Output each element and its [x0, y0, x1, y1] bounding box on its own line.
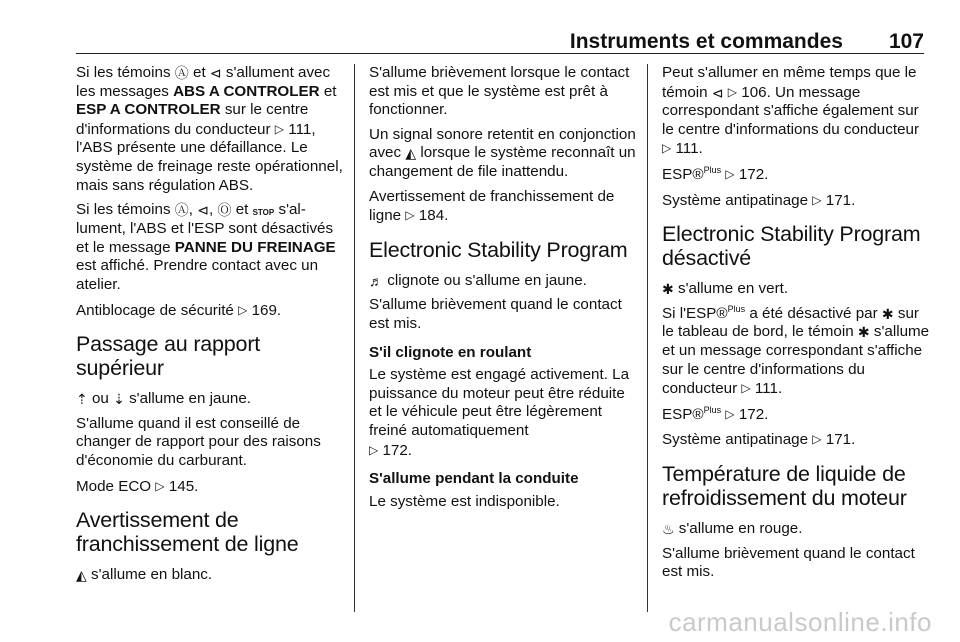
- text: Système antipatinage: [662, 191, 809, 209]
- paragraph: [369, 366, 637, 460]
- paragraph: [76, 566, 346, 585]
- paragraph: [369, 126, 637, 182]
- paragraph: Le système est indisponible.: [369, 492, 560, 510]
- paragraph: [662, 191, 930, 211]
- page-ref[interactable]: 106: [741, 83, 767, 101]
- section-heading: Température de liquide de refroidissement du moteur: [662, 461, 907, 510]
- paragraph: [76, 390, 346, 409]
- paragraph: [76, 64, 346, 195]
- superscript: Plus: [727, 303, 746, 314]
- esp-warning-icon: ⊲: [197, 202, 209, 219]
- text: , l'ABS présente une défaillance. Le système de freinage reste opérationnel, mais sans régulation ABS.: [76, 120, 343, 194]
- arrow-icon: ▷: [369, 442, 379, 457]
- subheading: S'allume pendant la conduite: [369, 470, 579, 488]
- page-title: Instruments et commandes: [569, 30, 843, 53]
- arrow-icon: ▷: [405, 208, 415, 223]
- page-header: [76, 26, 924, 54]
- text: Si les témoins: [76, 64, 171, 81]
- arrow-icon: ▷: [741, 381, 751, 396]
- lane-departure-icon: ◭: [405, 145, 417, 162]
- paragraph: [662, 280, 930, 299]
- page-ref[interactable]: 111.: [754, 380, 783, 398]
- page-ref[interactable]: 172.: [382, 441, 413, 459]
- section-heading: Electronic Stability Program désactivé: [662, 222, 921, 271]
- watermark: carmanualsonline.info: [668, 607, 932, 637]
- paragraph: S'allume quand il est conseillé de changer de rapport pour des raisons d'économie du carburant.: [76, 414, 321, 469]
- text: sur le centre d'informations du conducteur: [76, 101, 309, 138]
- paragraph: [369, 188, 637, 226]
- text: a été désactivé par: [749, 304, 878, 322]
- text: Le système est engagé activement. La puissance du moteur peut être réduite et le véhicule peut être légèrement freiné automatiquement: [369, 366, 630, 439]
- page-ref[interactable]: 145.: [168, 477, 199, 495]
- coolant-temperature-icon: ♨: [662, 520, 675, 537]
- page-ref[interactable]: 172.: [738, 405, 769, 423]
- text: ,: [188, 201, 194, 219]
- column-2: [369, 64, 637, 517]
- section-heading: Avertissement de franchissement de ligne: [76, 508, 299, 557]
- paragraph: [662, 430, 930, 450]
- text: Si l'ESP®: [662, 304, 728, 322]
- superscript: Plus: [703, 404, 722, 415]
- stop-icon: STOP: [252, 208, 275, 218]
- text: . Un message correspondant s'affiche également sur le centre d'informations du conducteur: [662, 83, 920, 138]
- esp-off-icon: ✱: [881, 305, 894, 322]
- page-ref[interactable]: 111: [288, 120, 312, 138]
- page-ref[interactable]: 111.: [675, 140, 703, 158]
- paragraph: S'allume brièvement quand le contact est mis.: [662, 544, 915, 581]
- subheading: S'il clignote en roulant: [369, 343, 532, 361]
- abs-icon: Ⓐ: [174, 202, 189, 219]
- text: s'allument avec les messages: [76, 64, 331, 100]
- paragraph: [662, 64, 930, 159]
- text: Peut s'allumer en même temps que le témoin: [662, 64, 917, 101]
- arrow-icon: ▷: [155, 478, 165, 493]
- text: sur le tableau de bord, le témoin: [662, 304, 919, 341]
- abs-icon: Ⓐ: [174, 65, 189, 81]
- arrow-icon: ▷: [727, 84, 738, 99]
- paragraph: [662, 305, 930, 399]
- text: est affiché. Prendre contact avec un atelier.: [76, 257, 319, 293]
- text: Mode ECO: [76, 477, 152, 495]
- paragraph: [662, 405, 930, 425]
- text: Un signal sonore retentit en conjonction avec: [369, 125, 636, 162]
- page-ref[interactable]: 172.: [738, 165, 769, 183]
- text: s'allume en jaune.: [129, 390, 252, 408]
- lane-departure-icon: ◭: [76, 567, 87, 584]
- text: Antiblocage de sécurité: [76, 301, 234, 319]
- column-divider-1: [354, 64, 355, 612]
- page-ref[interactable]: 169.: [251, 301, 282, 319]
- column-1: [76, 64, 346, 591]
- paragraph: [76, 477, 346, 497]
- arrow-icon: ▷: [274, 121, 285, 136]
- superscript: Plus: [703, 164, 722, 175]
- paragraph: [662, 165, 930, 185]
- brake-icon: Ⓞ: [217, 202, 232, 219]
- text: s'allument, l'ABS et l'ESP sont désactivés et le message: [76, 201, 334, 256]
- page-number: 107: [888, 30, 924, 53]
- arrow-icon: ▷: [725, 166, 735, 181]
- text: et: [323, 82, 337, 100]
- esp-active-icon: ♬: [369, 272, 383, 289]
- text: et: [193, 64, 206, 81]
- text: s'allume en blanc.: [91, 566, 213, 584]
- esp-off-icon: ✱: [662, 281, 674, 298]
- page-ref[interactable]: 171.: [825, 431, 856, 449]
- paragraph: [76, 201, 346, 294]
- arrow-icon: ▷: [238, 302, 248, 317]
- arrow-icon: ▷: [725, 406, 735, 421]
- text: ,: [208, 201, 214, 219]
- text: ESP®: [662, 165, 704, 183]
- page-ref[interactable]: 184.: [418, 207, 449, 225]
- message-abs: ABS A CONTROLER: [173, 82, 320, 100]
- page-ref[interactable]: 171.: [825, 191, 856, 209]
- text: s'allume en vert.: [677, 280, 789, 298]
- arrow-icon: ▷: [662, 141, 672, 156]
- text: s'allume en rouge.: [678, 519, 803, 537]
- text: lorsque le système reconnaît un changement de file inattendu.: [369, 144, 636, 180]
- shift-up-icon: ⇡: [76, 391, 88, 408]
- arrow-icon: ▷: [812, 432, 822, 447]
- text: Si les témoins: [76, 201, 171, 219]
- column-3: [662, 64, 930, 588]
- paragraph: [76, 301, 346, 321]
- text: Système antipatinage: [662, 431, 809, 449]
- section-heading: Electronic Stability Program: [369, 237, 628, 262]
- header-divider: [76, 53, 924, 54]
- paragraph: [369, 272, 637, 291]
- message-esp: ESP A CONTROLER: [76, 101, 221, 119]
- text: clignote ou s'allume en jaune.: [387, 271, 587, 289]
- shift-down-icon: ⇣: [113, 391, 125, 408]
- text: ESP®: [662, 405, 704, 423]
- text: ou: [91, 390, 109, 408]
- paragraph: S'allume brièvement quand le contact est mis.: [369, 296, 622, 332]
- paragraph: S'allume brièvement lorsque le contact est mis et que le système est prêt à fonctionner.: [369, 64, 630, 119]
- paragraph: [662, 520, 930, 539]
- esp-warning-icon: ⊲: [209, 65, 222, 81]
- column-divider-2: [647, 64, 648, 612]
- message-brake: PANNE DU FREINAGE: [174, 238, 336, 256]
- text: s'allume et un message correspondant s'affiche sur le centre d'informations du conducteur: [662, 323, 930, 398]
- esp-warning-icon: ⊲: [711, 84, 724, 101]
- text: Avertissement de franchissement de ligne: [369, 187, 615, 225]
- arrow-icon: ▷: [812, 192, 822, 207]
- text: et: [235, 201, 249, 219]
- esp-off-icon: ✱: [857, 324, 870, 341]
- section-heading: Passage au rapport supérieur: [76, 332, 261, 381]
